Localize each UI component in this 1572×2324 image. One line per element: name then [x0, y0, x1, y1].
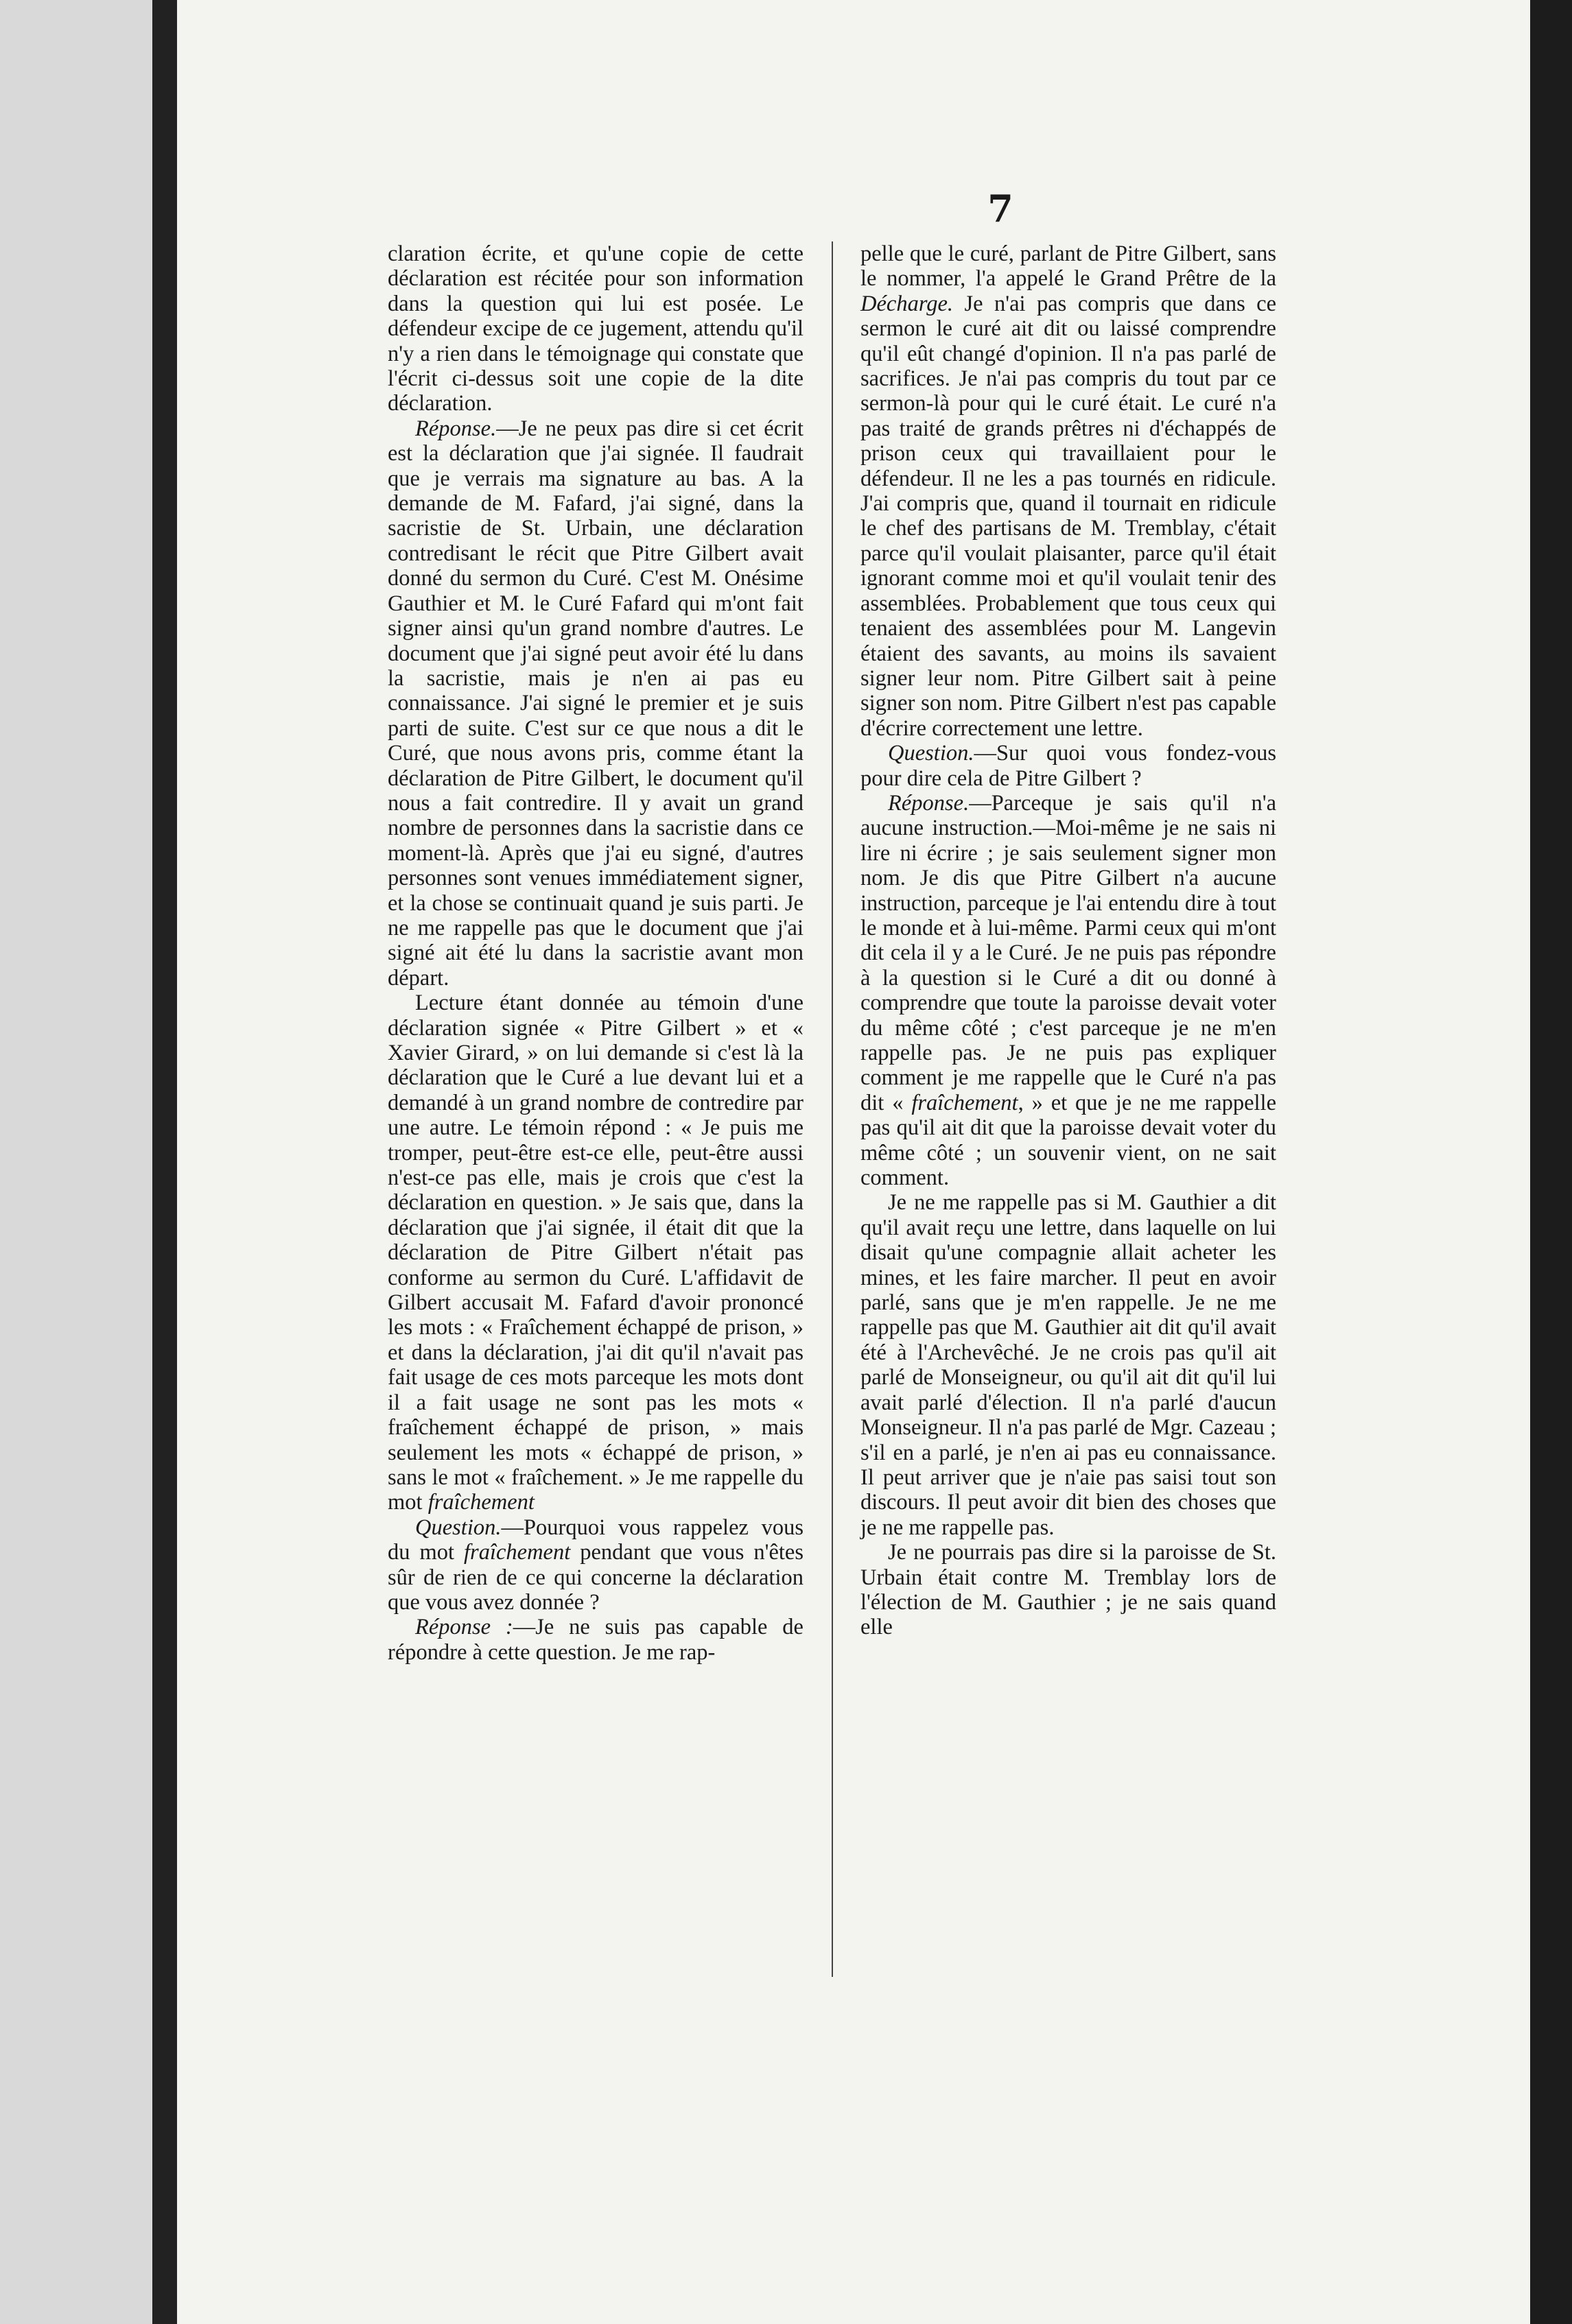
- italic-text: Réponse :: [415, 1615, 513, 1640]
- text-run: —Parceque je sais qu'il n'a aucune instruction.—Moi-même je ne sais ni lire ni écrire ; je sais seulement signer mon nom. Je dis que Pitre Gilbert n'a aucune instruction, parceque je l'ai entendu dire à tout le monde et à lui-même. Parmi ceux qui m'ont dit cela il y a le Curé. Je ne puis pas répondre à la question si le Curé a dit ou donné à comprendre que toute la paroisse devait voter du même côté ; c'est parceque je ne m'en rappelle pas. Je ne puis pas expliquer comment je me rappelle que le Curé n'a pas dit «: [860, 790, 1276, 1115]
- paragraph: [388, 1615, 803, 1665]
- paragraph: [860, 791, 1276, 1191]
- page-number: 7: [987, 187, 1013, 230]
- italic-text: Question.: [888, 741, 974, 766]
- left-text-column: [388, 241, 803, 1665]
- text-run: —Je ne peux pas dire si cet écrit est la déclaration que j'ai signée. Il faudrait que je verrais ma signature au bas. A la demande de M. Fafard, j'ai signé, dans la sacristie de St. Urbain, une déclaration contredisant le récit que Pitre Gilbert avait donné du sermon du Curé. C'est M. Onésime Gauthier et M. le Curé Fafard qui m'ont fait signer ainsi qu'un grand nombre d'autres. Le document que j'ai signé peut avoir été lu dans la sacristie, mais je n'en ai pas eu connaissance. J'ai signé le premier et je suis parti de suite. C'est sur ce que nous a dit le Curé, que nous avons pris, comme étant la déclaration de Pitre Gilbert, le document qu'il nous a fait contredire. Il y avait un grand nombre de personnes dans la sacristie dans ce moment-là. Après que j'ai eu signé, d'autres personnes sont venues immédiatement signer, et la chose se continuait quand je suis parti. Je ne me rappelle pas que le document que j'ai signé ait été lu dans la sacristie avant mon départ.: [388, 416, 803, 991]
- italic-text: Réponse.: [888, 790, 970, 816]
- facing-page-edge: [0, 0, 152, 2324]
- paragraph: [388, 416, 803, 991]
- text-run: Lecture étant donnée au témoin d'une déclaration signée « Pitre Gilbert » et « Xavier Girard, » on lui demande si c'est là la déclaration que le Curé a lue devant lui et a demandé à un grand nombre de contredire par une autre. Le témoin répond : « Je puis me tromper, peut-être est-ce elle, peut-être aussi n'est-ce pas elle, mais je crois que c'est la déclaration en question. » Je sais que, dans la déclaration que j'ai signée, il était dit que la déclaration de Pitre Gilbert n'était pas conforme au sermon du Curé. L'affidavit de Gilbert accusait M. Fafard d'avoir prononcé les mots : « Fraîchement échappé de prison, » et dans la déclaration, j'ai dit qu'il n'avait pas fait usage de ces mots parceque les mots dont il a fait usage ne sont pas les mots « fraîchement échappé de prison, » mais seulement les mots « échappé de prison, » sans le mot « fraîchement. » Je me rappelle du mot: [388, 991, 803, 1515]
- italic-text: Décharge.: [860, 291, 954, 316]
- paragraph: [860, 1540, 1276, 1640]
- text-run: pendant que vous n'êtes sûr de rien de ce qui concerne la déclaration que vous avez donnée ?: [388, 1540, 803, 1615]
- text-run: Je n'ai pas compris que dans ce sermon le curé ait dit ou laissé comprendre qu'il eût changé d'opinion. Il n'a pas parlé de sacrifices. Je n'ai pas compris du tout par ce sermon-là pour qui le curé était. Le curé n'a pas traité de grands prêtres ni d'échappés de prison ceux qui travaillaient pour le défendeur. Il ne les a pas tournés en ridicule. J'ai compris que, quand il tournait en ridicule le chef des partisans de M. Tremblay, c'était parce qu'il voulait plaisanter, parce qu'il était ignorant comme moi et qu'il voulait tenir des assemblées. Probablement que tous ceux qui tenaient des assemblées pour M. Langevin étaient des savants, au moins ils savaient signer leur nom. Pitre Gilbert sait à peine signer son nom. Pitre Gilbert n'est pas capable d'écrire correctement une lettre.: [860, 291, 1276, 741]
- right-text-column: [860, 241, 1276, 1640]
- text-run: , » et que je ne me rappelle pas qu'il ait dit que la paroisse devait voter du même côté ; un souvenir vient, on ne sait comment.: [860, 1090, 1276, 1191]
- paragraph: [388, 241, 803, 416]
- text-run: claration écrite, et qu'une copie de cette déclaration est récitée pour son information dans la question qui lui est posée. Le défendeur excipe de ce jugement, attendu qu'il n'y a rien dans le témoignage qui constate que l'écrit ci-dessus soit une copie de la dite déclaration.: [388, 241, 803, 416]
- text-run: —Je ne suis pas capable de répondre à cette question. Je me rap-: [388, 1615, 803, 1665]
- italic-text: fraîchement: [911, 1090, 1018, 1115]
- text-run: pelle que le curé, parlant de Pitre Gilbert, sans le nommer, l'a appelé le Grand Prêtre de la: [860, 241, 1276, 292]
- text-run: Je ne pourrais pas dire si la paroisse de St. Urbain était contre M. Tremblay lors de l'élection de M. Gauthier ; je ne sais quand elle: [860, 1540, 1276, 1640]
- page-sheet: [177, 0, 1530, 2324]
- paragraph: [388, 1515, 803, 1615]
- text-run: —Pourquoi vous rappelez vous du mot: [388, 1515, 803, 1565]
- paragraph: [860, 741, 1276, 791]
- italic-text: Question.: [415, 1515, 502, 1540]
- paragraph: [860, 1190, 1276, 1540]
- italic-text: Réponse.: [415, 416, 497, 441]
- book-gutter: [152, 0, 177, 2324]
- text-run: Je ne me rappelle pas si M. Gauthier a dit qu'il avait reçu une lettre, dans laquelle on lui disait qu'une compagnie allait acheter les mines, et les faire marcher. Il peut en avoir parlé, sans que je m'en rappelle. Je ne me rappelle pas que M. Gauthier ait dit qu'il avait été à l'Archevêché. Je ne crois pas qu'il ait parlé de Monseigneur, ou qu'il ait dit qu'il lui avait parlé d'élection. Il n'a parlé d'aucun Monseigneur. Il n'a pas parlé de Mgr. Cazeau ; s'il en a parlé, je n'en ai pas eu connaissance. Il peut arriver que je n'aie pas saisi tout son discours. Il peut avoir dit bien des choses que je ne me rappelle pas.: [860, 1190, 1276, 1540]
- paragraph: [388, 991, 803, 1515]
- italic-text: fraîchement: [427, 1490, 535, 1515]
- text-run: —Sur quoi vous fondez-vous pour dire cela de Pitre Gilbert ?: [860, 741, 1276, 791]
- column-divider: [832, 241, 833, 1977]
- italic-text: fraîchement: [464, 1540, 571, 1565]
- paragraph: [860, 241, 1276, 741]
